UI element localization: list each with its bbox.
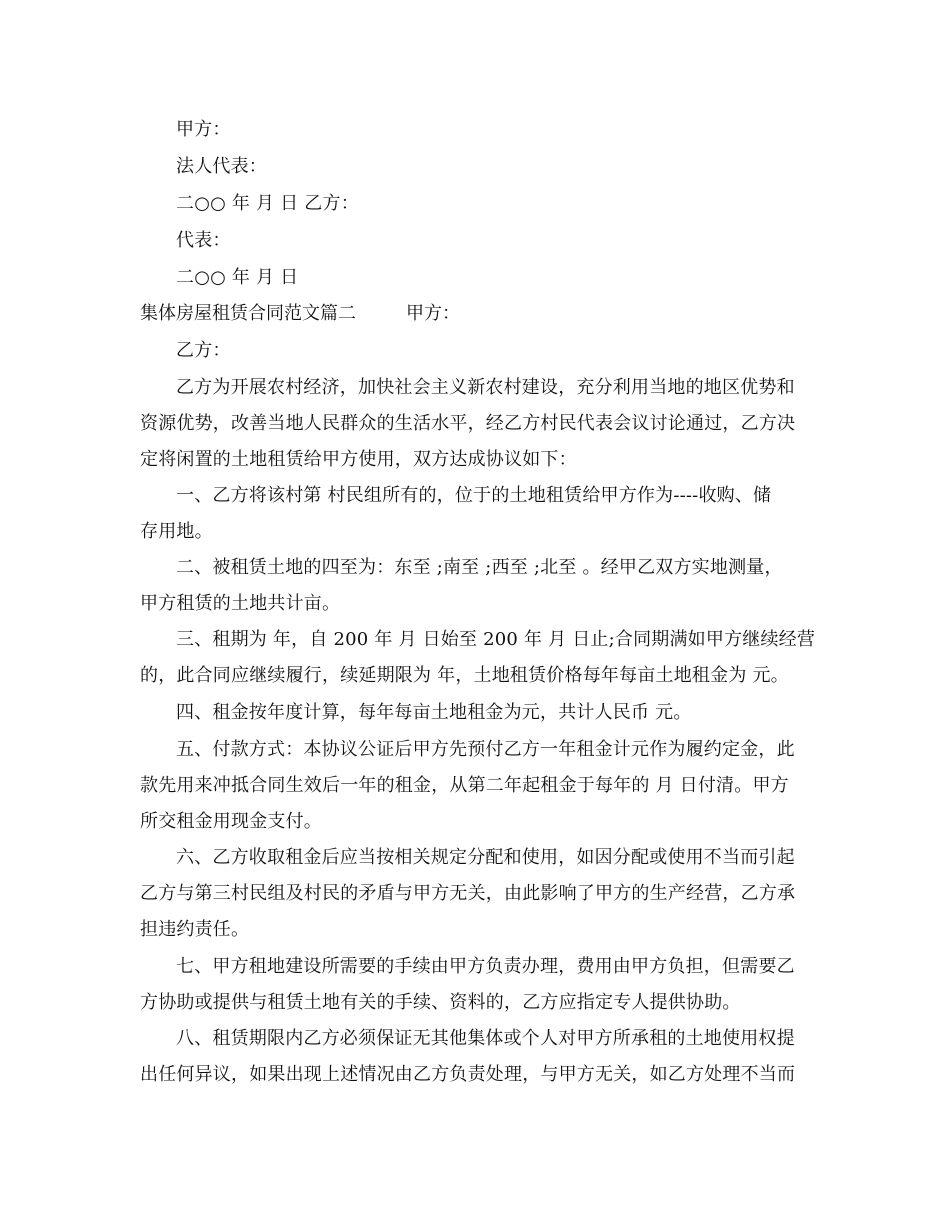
clause-2-line: 二、被租赁土地的四至为：东至 ;南至 ;西至 ;北至 。经甲乙双方实地测量，	[176, 557, 783, 578]
clause-8-line: 八、租赁期限内乙方必须保证无其他集体或个人对甲方所承租的土地使用权提	[176, 1028, 795, 1049]
clause-6-line: 六、乙方收取租金后应当按相关规定分配和使用，如因分配或使用不当而引起	[176, 847, 795, 868]
date-party-b-line: 二○○ 年 月 日 乙方：	[176, 193, 359, 214]
clause-7-line: 七、甲方租地建设所需要的手续由甲方负责办理，费用由甲方负担，但需要乙	[176, 956, 795, 977]
clause-3-line: 三、租期为 年，自 200 年 月 日始至 200 年 月 日止;合同期满如甲方继续经营	[176, 629, 816, 650]
section-party-b: 乙方：	[176, 340, 231, 361]
clause-8-line: 出任何异议，如果出现上述情况由乙方负责处理，与甲方无关，如乙方处理不当而	[140, 1064, 796, 1085]
rep-label: 代表：	[176, 230, 231, 251]
legal-rep-label: 法人代表：	[176, 156, 267, 177]
paragraph-line: 资源优势，改善当地人民群众的生活水平，经乙方村民代表会议讨论通过，乙方决	[140, 413, 796, 434]
section-title: 集体房屋租赁合同范文篇二	[140, 303, 356, 324]
clause-1-line: 存用地。	[140, 521, 213, 542]
clause-2-line: 甲方租赁的土地共计亩。	[140, 593, 341, 614]
clause-6-line: 担违约责任。	[140, 919, 250, 940]
clause-4-line: 四、租金按年度计算，每年每亩土地租金为元，共计人民币 元。	[176, 702, 692, 723]
clause-5-line: 五、付款方式：本协议公证后甲方先预付乙方一年租金计元作为履约定金，此	[176, 739, 795, 760]
section-party-a: 甲方：	[406, 303, 460, 324]
clause-6-line: 乙方与第三村民组及村民的矛盾与甲方无关，由此影响了甲方的生产经营，乙方承	[140, 883, 796, 904]
clause-3-line: 的，此合同应继续履行，续延期限为 年，土地租赁价格每年每亩土地租金为 元。	[140, 665, 789, 686]
clause-5-line: 款先用来冲抵合同生效后一年的租金，从第二年起租金于每年的 月 日付清。甲方	[140, 775, 789, 796]
paragraph-line: 乙方为开展农村经济，加快社会主义新农村建设，充分利用当地的地区优势和	[176, 377, 795, 398]
clause-1-line: 一、乙方将该村第 村民组所有的，位于的土地租赁给甲方作为----收购、储	[176, 485, 772, 506]
paragraph-line: 定将闲置的土地租赁给甲方使用，双方达成协议如下：	[140, 449, 577, 470]
section-title-line	[140, 302, 460, 326]
date-line: 二○○ 年 月 日	[176, 267, 299, 288]
clause-7-line: 方协助或提供与租赁土地有关的手续、资料的，乙方应指定专人提供协助。	[140, 992, 741, 1013]
clause-5-line: 所交租金用现金支付。	[140, 811, 322, 832]
party-a-label: 甲方：	[176, 119, 231, 140]
